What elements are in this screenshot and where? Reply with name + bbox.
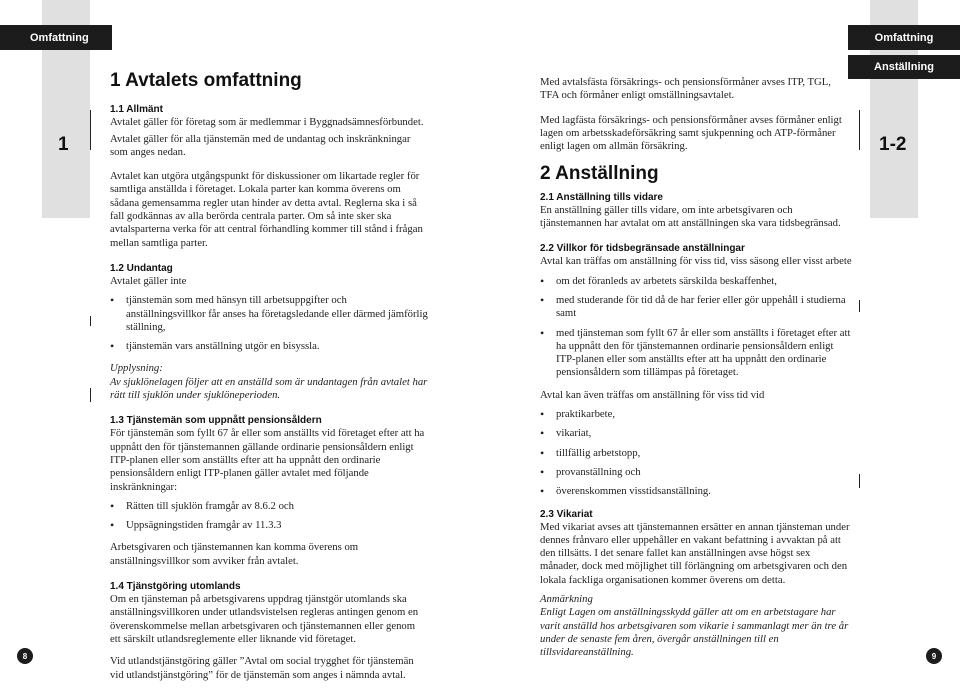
left-column: [110, 70, 428, 691]
list-item-text: Uppsägningstiden framgår av 11.3.3: [126, 519, 282, 532]
heading-1-1: 1.1 Allmänt: [110, 104, 163, 116]
right-tab-omfattning: [848, 25, 960, 50]
para-2-2-intro2: Avtal kan även träffas om anställning för viss tid vid: [540, 388, 765, 401]
bullet-icon: •: [110, 339, 115, 354]
list-item: [540, 485, 852, 498]
bullet-icon: •: [110, 498, 115, 513]
list-item-text: tjänstemän som med hänsyn till arbetsuppgifter och anställningsvillkor får anses ha företagsledande eller därmed jämförlig ställning,: [126, 294, 428, 333]
list-1-3: [110, 500, 428, 533]
para-2-2-intro: Avtal kan träffas om anställning för viss tid, viss säsong eller visst arbete: [540, 255, 852, 268]
note-text-2-3: Enligt Lagen om anställningsskydd gäller att om en arbetstagare har varit anställd hos arbetsgivaren som vikarie i sammanlagt mer än tre år under de senaste fem åren, övergår anställningen till en tillsvidareanställning.: [540, 606, 849, 659]
bullet-icon: •: [540, 445, 545, 460]
para-top-1: Med avtalsfästa försäkrings- och pensionsförmåner avses ITP, TGL, TFA och förmåner enligt omställningsavtalet.: [540, 76, 831, 102]
bullet-icon: •: [540, 273, 545, 288]
list-item: [540, 427, 852, 440]
chapter-title-1: 1 Avtalets omfattning: [110, 70, 302, 91]
heading-1-4: 1.4 Tjänstgöring utomlands: [110, 581, 241, 593]
right-divider-line-2: [859, 300, 860, 312]
heading-2-1: 2.1 Anställning tills vidare: [540, 191, 663, 203]
note-text-1-2: Av sjuklönelagen följer att en anställd som är undantagen från avtalet har rätt till sjuklön under sjuklöneperioden.: [110, 375, 428, 402]
left-divider-line-2: [90, 316, 91, 326]
para-1-2-intro: Avtalet gäller inte: [110, 274, 187, 287]
bullet-icon: •: [540, 325, 545, 340]
bullet-icon: •: [540, 426, 545, 441]
list-item: [110, 294, 428, 334]
right-chapter-number: 1-2: [879, 134, 907, 155]
bullet-icon: •: [110, 518, 115, 533]
para-1-1-b: Avtalet gäller för alla tjänstemän med de undantag och inskränkningar som anges nedan.: [110, 132, 411, 158]
bullet-icon: •: [110, 293, 115, 308]
list-item-text: Rätten till sjuklön framgår av 8.6.2 och: [126, 499, 294, 512]
list-item-text: tillfällig arbetstopp,: [556, 446, 641, 459]
list-item: [110, 340, 428, 353]
left-tab-omfattning: [0, 25, 112, 50]
chapter-title-2: 2 Anställning: [540, 163, 659, 185]
note-label-1-2: Upplysning:: [110, 362, 163, 375]
list-2-2-b: [540, 408, 852, 498]
para-2-1: En anställning gäller tills vidare, om inte arbetsgivaren och tjänstemannen har avtalat om att anställningen ska vara tidsbegränsad.: [540, 203, 841, 230]
list-item-text: om det föranleds av arbetets särskilda beskaffenhet,: [556, 274, 777, 287]
list-item-text: med tjänsteman som fyllt 67 år eller som anställts i företaget efter att ha uppnått den för tjänstemannen ordinarie pensionsåldern enligt ITP-planen eller som anställts efter att ha uppnått den ordinarie pensionsåldern som tillämpas på företaget.: [556, 326, 851, 379]
list-item: [110, 500, 428, 513]
list-item-text: provanställning och: [556, 465, 641, 478]
page-number-right: 9: [926, 648, 942, 664]
heading-1-2: 1.2 Undantag: [110, 262, 173, 274]
list-item: [540, 275, 852, 288]
note-label-2-3: Anmärkning: [540, 593, 593, 606]
left-chapter-number: 1: [58, 134, 69, 155]
left-divider-line: [90, 110, 91, 150]
heading-2-2: 2.2 Villkor för tidsbegränsade anställningar: [540, 243, 745, 255]
page-number-left: 8: [17, 648, 33, 664]
list-item-text: praktikarbete,: [556, 408, 616, 421]
list-2-2-a: [540, 275, 852, 380]
list-item-text: vikariat,: [556, 427, 592, 440]
left-tab-label: Omfattning: [30, 31, 89, 44]
list-1-2: [110, 294, 428, 353]
list-item: [540, 327, 852, 380]
list-item: [540, 408, 852, 421]
list-item: [540, 294, 852, 321]
list-item: [540, 466, 852, 479]
list-item-text: med studerande för tid då de har ferier eller gör uppehåll i studierna samt: [556, 293, 846, 320]
heading-1-3: 1.3 Tjänstemän som uppnått pensionsåldern: [110, 415, 322, 427]
para-top-2: Med lagfästa försäkrings- och pensionsförmåner avses förmåner enligt lagen om arbetsskadeförsäkring samt sjukpenning och ATP-förmåner enligt lagen om allmän försäkring.: [540, 113, 842, 153]
list-item-text: överenskommen visstidsanställning.: [556, 485, 711, 498]
list-item: [540, 447, 852, 460]
list-item-text: tjänstemän vars anställning utgör en bisyssla.: [126, 340, 320, 353]
para-1-3-b: Arbetsgivaren och tjänstemannen kan komma överens om anställningsvillkor som avviker från avtalet.: [110, 541, 359, 567]
para-1-4-b: Vid utlandstjänstgöring gäller ”Avtal om social trygghet för tjänstemän vid utlandstjänstgöring” för de tjänstemän som anges i nämnda avtal.: [110, 655, 414, 681]
right-divider-line: [859, 110, 860, 150]
right-tab-top-label: Omfattning: [874, 31, 934, 44]
heading-2-3: 2.3 Vikariat: [540, 508, 593, 520]
bullet-icon: •: [540, 484, 545, 499]
bullet-icon: •: [540, 407, 545, 422]
para-1-3-a: För tjänstemän som fyllt 67 år eller som anställts vid företaget efter att ha uppnått den för tjänstemannen gällande ordinarie pensionsåldern enligt ITP-planen eller som anställts efter att ha uppnått den ordinarie pensionsåldern enligt ITP-planen gäller avtalet med följande inskränkningar:: [110, 427, 425, 493]
left-divider-line-3: [90, 388, 91, 402]
right-tab-bottom-label: Anställning: [874, 61, 934, 73]
para-1-1-a: Avtalet gäller för företag som är medlemmar i Byggnadsämnesförbundet.: [110, 116, 424, 129]
para-1-4-a: Om en tjänsteman på arbetsgivarens uppdrag tjänstgör utomlands ska anställningsvillkoren under utlandsvistelsen regleras antingen genom en överenskommelse mellan arbetsgivaren och tjänstemannen eller genom ett särskilt utlandsreglemente eller liknande vid företaget.: [110, 593, 419, 645]
list-item: [110, 519, 428, 532]
bullet-icon: •: [540, 292, 545, 307]
para-1-1-c: Avtalet kan utgöra utgångspunkt för diskussioner om likartade regler för samtliga anställda i företaget. Lokala parter kan komma överens om sådana gemensamma regler utan hinder av detta avtal. Reglerna ska i så fall godkännas av alla berörda centrala parter. Om så inte sker ska avtalsparterna verka för att central förhandling kommer till stånd i frågan mellan samtliga parter.: [110, 170, 423, 249]
para-2-3: Med vikariat avses att tjänstemannen ersätter en annan tjänsteman under dennes frånvaro eller uppehåller en vakant befattning i avvaktan på att den tillsätts. I det senare fallet kan anställningen avse högst sex månader, dock med möjlighet till förlängning om arbetsgivaren och den lokala fackliga organisationen kommer överens om detta.: [540, 520, 850, 586]
right-column: [540, 76, 852, 669]
right-tab-anstallning: [848, 55, 960, 79]
bullet-icon: •: [540, 464, 545, 479]
right-divider-line-3: [859, 474, 860, 488]
